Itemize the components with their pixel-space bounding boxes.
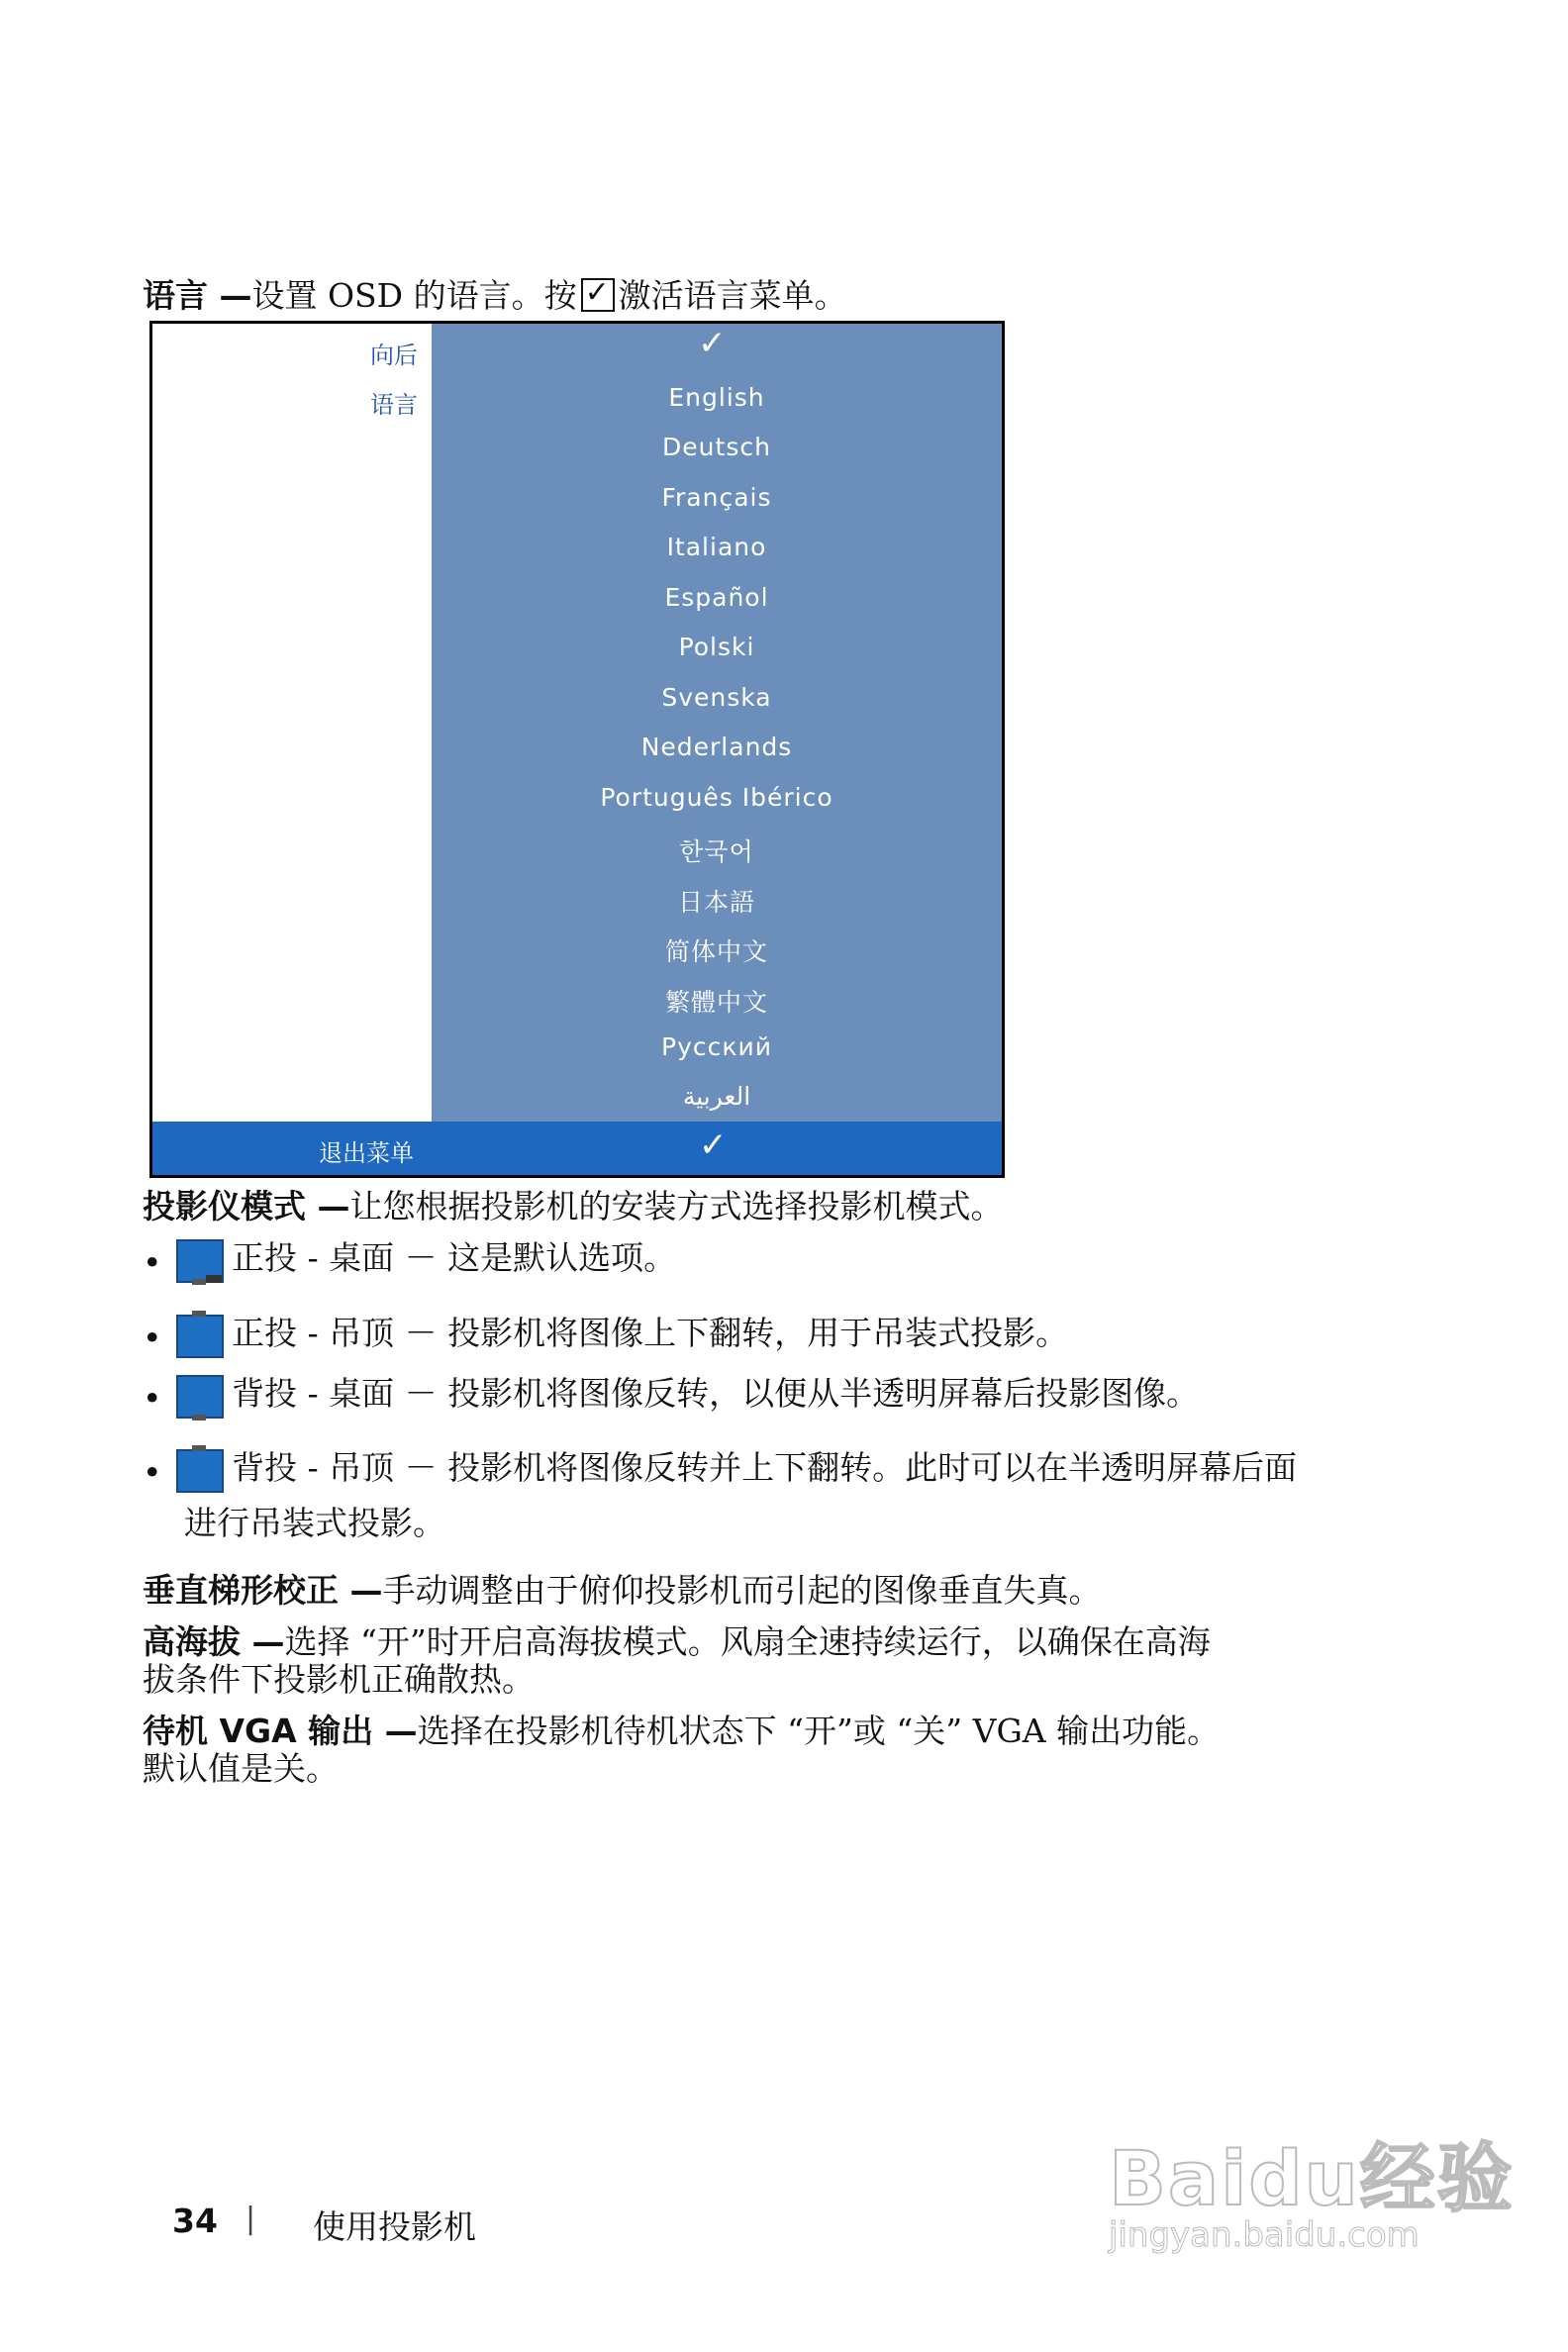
exit-menu-bar[interactable]: [152, 1122, 1002, 1175]
language-option[interactable]: Español: [664, 583, 769, 612]
language-option[interactable]: Português Ibérico: [600, 783, 833, 812]
language-option[interactable]: Polski: [678, 633, 755, 661]
language-option[interactable]: Nederlands: [640, 733, 793, 761]
baidu-watermark: Baidu经验: [1109, 2134, 1515, 2222]
standby-vga-term: 待机 VGA 输出: [143, 1712, 374, 1750]
language-option[interactable]: Français: [661, 483, 772, 512]
language-text-2: 激活语言菜单。: [618, 276, 847, 315]
back-check-icon[interactable]: ✓: [698, 324, 727, 363]
language-option[interactable]: Deutsch: [662, 433, 771, 461]
list-item: [174, 1233, 676, 1285]
language-option[interactable]: Svenska: [661, 683, 772, 712]
standby-vga-paragraph: [143, 1713, 1220, 1788]
projector-mode-text: 让您根据投影机的安装方式选择投影机模式。: [349, 1187, 1004, 1225]
dash: —: [306, 1187, 350, 1225]
language-option[interactable]: Русский: [661, 1032, 772, 1061]
page-number: 34: [172, 2202, 218, 2240]
dash: —: [241, 1622, 285, 1661]
list-item-text: 正投 - 桌面 － 这是默认选项。: [232, 1238, 677, 1277]
bullet-dot: •: [143, 1319, 162, 1357]
menu-item-language[interactable]: 语言: [370, 391, 418, 419]
dash: —: [339, 1571, 383, 1610]
exit-menu-label: 退出菜单: [319, 1139, 414, 1167]
keystone-paragraph: [143, 1572, 1102, 1610]
list-item-text: 背投 - 吊顶 － 投影机将图像反转并上下翻转。此时可以在半透明屏幕后面: [232, 1448, 1298, 1487]
keystone-term: 垂直梯形校正: [143, 1571, 339, 1610]
footer-separator: |: [245, 2202, 256, 2236]
chapter-title: 使用投影机: [313, 2207, 476, 2246]
language-option[interactable]: 简体中文: [664, 937, 768, 966]
language-option[interactable]: 한국어: [679, 837, 754, 866]
front-desktop-icon: [174, 1235, 224, 1285]
list-item-continuation: 进行吊装式投影。: [184, 1504, 445, 1542]
rear-ceiling-icon: [174, 1445, 224, 1495]
list-item-text: 背投 - 桌面 － 投影机将图像反转，以便从半透明屏幕后投影图像。: [232, 1374, 1200, 1413]
high-altitude-paragraph: [143, 1623, 1211, 1699]
high-altitude-text-2: 拔条件下投影机正确散热。: [143, 1660, 535, 1699]
language-option[interactable]: Italiano: [666, 533, 767, 561]
standby-vga-text-2: 默认值是关。: [143, 1749, 339, 1788]
bullet-dot: •: [143, 1243, 162, 1282]
language-option[interactable]: English: [668, 383, 765, 412]
bullet-dot: •: [143, 1453, 162, 1492]
language-option[interactable]: 日本語: [677, 888, 755, 917]
menu-item-back[interactable]: 向后: [370, 342, 418, 369]
projector-mode-paragraph: [143, 1188, 1004, 1225]
high-altitude-text: 选择 “开”时开启高海拔模式。风扇全速持续运行，以确保在高海: [284, 1622, 1211, 1661]
front-ceiling-icon: [174, 1311, 224, 1360]
projector-mode-term: 投影仪模式: [143, 1187, 306, 1225]
standby-vga-text: 选择在投影机待机状态下 “开”或 “关” VGA 输出功能。: [417, 1712, 1221, 1750]
bullet-dot: •: [143, 1379, 162, 1418]
list-item-text: 正投 - 吊顶 － 投影机将图像上下翻转，用于吊装式投影。: [232, 1314, 1069, 1352]
rear-desktop-icon: [174, 1371, 224, 1421]
language-text-1: 设置 OSD 的语言。按: [251, 276, 577, 315]
list-item: [174, 1369, 1199, 1421]
language-term: 语言: [143, 276, 208, 315]
exit-check-icon[interactable]: ✓: [699, 1126, 728, 1165]
language-option[interactable]: العربية: [682, 1082, 751, 1111]
language-paragraph: [143, 277, 847, 315]
checkmark-button-icon: [581, 278, 615, 312]
language-option[interactable]: 繁體中文: [664, 988, 768, 1017]
baidu-watermark-url: jingyan.baidu.com: [1109, 2215, 1420, 2255]
list-item: [174, 1309, 1068, 1360]
osd-language-menu: [149, 321, 1005, 1178]
dash: —: [373, 1712, 418, 1750]
high-altitude-term: 高海拔: [143, 1622, 241, 1661]
keystone-text: 手动调整由于俯仰投影机而引起的图像垂直失真。: [382, 1571, 1102, 1610]
list-item: [174, 1443, 1297, 1495]
dash: —: [208, 276, 252, 315]
